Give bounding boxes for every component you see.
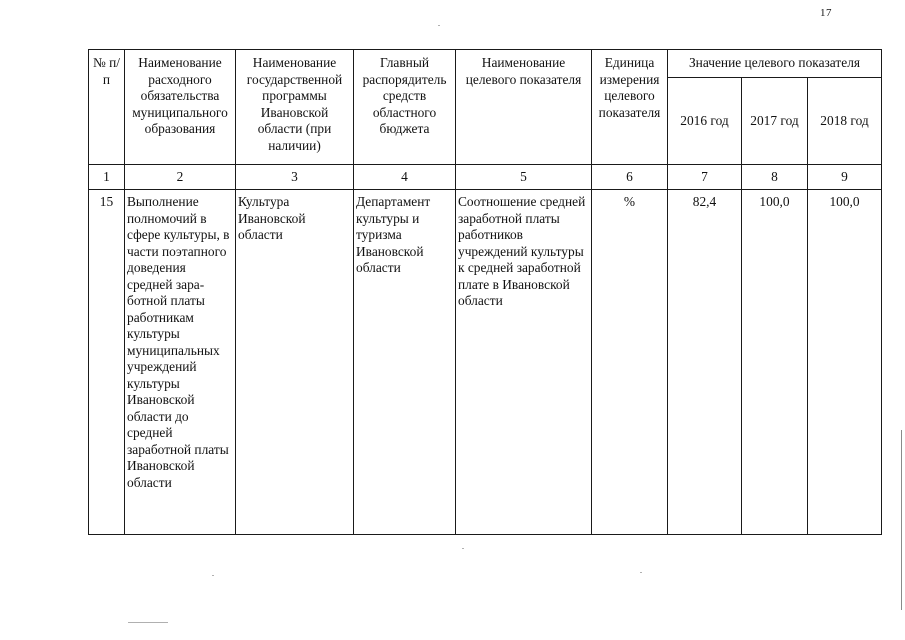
row-obligation: Выполнение полномочий в сфере культуры, в части поэтапного доведения средней зара-ботной платы работникам культуры муниципальных учреждений культуры Ивановской области до средней заработной платы Ивановской области [125,190,236,535]
header-year-2016: 2016 год [668,78,742,165]
row-unit: % [592,190,668,535]
header-indicator: Наименование целевого показателя [456,50,592,165]
scan-speck [462,548,464,549]
row-value-2017: 100,0 [742,190,808,535]
scan-speck [212,575,214,576]
header-unit: Единица измерения целевого показателя [592,50,668,165]
header-program: Наименование государственной программы Ивановской области (при наличии) [236,50,354,165]
scan-edge-line [901,430,902,610]
column-number: 2 [125,165,236,190]
column-number: 1 [89,165,125,190]
header-obligation: Наименование расходного обязательства муниципального образования [125,50,236,165]
column-number: 8 [742,165,808,190]
row-value-2016: 82,4 [668,190,742,535]
table-row [89,190,882,535]
header-manager: Главный распорядитель средств областного бюджета [354,50,456,165]
column-number: 9 [808,165,882,190]
scan-speck [640,572,642,573]
target-indicators-table [88,49,882,535]
row-program: Культура Ивановской области [236,190,354,535]
column-numbers-row [89,165,882,190]
column-number: 6 [592,165,668,190]
row-indicator: Соотношение средней заработной платы работников учреждений культуры к средней заработной плате в Ивановской области [456,190,592,535]
column-number: 3 [236,165,354,190]
row-manager: Департамент культуры и туризма Ивановской области [354,190,456,535]
column-number: 4 [354,165,456,190]
header-row [89,50,882,78]
header-target-values: Значение целевого показателя [668,50,882,78]
header-number: № п/п [89,50,125,165]
header-year-2017: 2017 год [742,78,808,165]
scan-speck [438,25,440,26]
row-value-2018: 100,0 [808,190,882,535]
row-number: 15 [89,190,125,535]
column-number: 7 [668,165,742,190]
page-number: 17 [820,7,832,19]
column-number: 5 [456,165,592,190]
header-year-2018: 2018 год [808,78,882,165]
scan-speck [128,622,168,623]
